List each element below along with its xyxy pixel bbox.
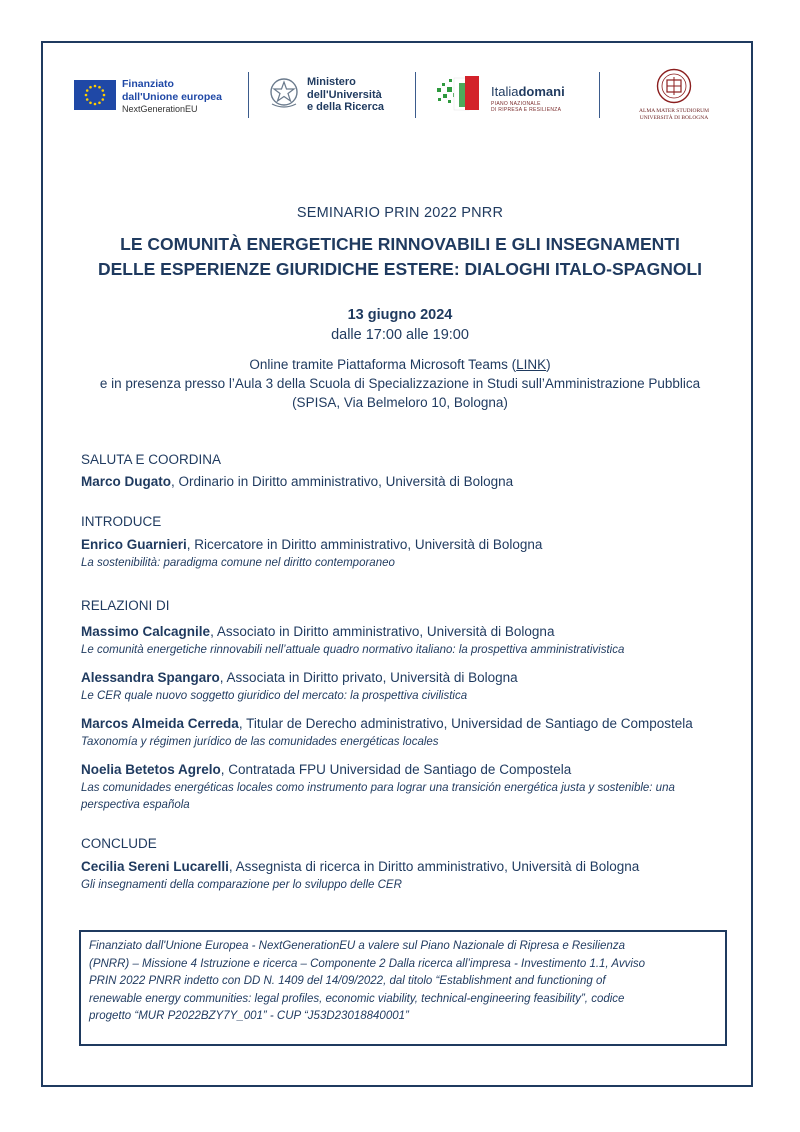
- event-title: [60, 232, 740, 282]
- event-title-line: DELLE ESPERIENZE GIURIDICHE ESTERE: DIALOGHI ITALO-SPAGNOLI: [97, 259, 703, 279]
- event-location: [60, 355, 740, 412]
- italiadomani-mark-icon: [435, 74, 487, 114]
- section-heading: CONCLUDE: [81, 836, 157, 851]
- mur-logo: [267, 70, 397, 122]
- eu-logo: [72, 70, 222, 122]
- event-time: dalle 17:00 alle 19:00: [331, 327, 469, 343]
- italiadomani-logo: [435, 70, 585, 122]
- mur-logo-text: Ministero dell'Università e della Ricerca: [307, 76, 385, 113]
- speaker-name: Enrico Guarnieri: [81, 537, 187, 552]
- teams-link[interactable]: LINK: [516, 357, 547, 372]
- talk-topic: Le CER quale nuovo soggetto giuridico del mercato: la prospettiva civilistica: [81, 690, 468, 702]
- unibo-logo: [639, 70, 709, 122]
- talk-topic: Las comunidades energéticas locales como instrumento para lograr una transición energética justa y sostenible: una perspectiva española: [81, 782, 675, 811]
- speaker-name: Marco Dugato: [81, 474, 172, 489]
- seminar-label: SEMINARIO PRIN 2022 PNRR: [296, 205, 504, 221]
- section-heading: SALUTA E COORDINA: [81, 452, 222, 467]
- speaker-name: Massimo Calcagnile: [81, 624, 211, 639]
- speaker-line: Cecilia Sereni Lucarelli, Assegnista di ricerca in Diritto amministrativo, Università di Bologna: [81, 859, 640, 874]
- speaker-line: Marcos Almeida Cerreda, Titular de Derecho administrativo, Universidad de Santiago de Compostela: [81, 716, 693, 731]
- funding-notice: [79, 930, 727, 1046]
- speaker-line: Noelia Betetos Agrelo, Contratada FPU Universidad de Santiago de Compostela: [81, 762, 572, 777]
- speaker-name: Noelia Betetos Agrelo: [81, 762, 221, 777]
- speaker-line: Enrico Guarnieri, Ricercatore in Diritto amministrativo, Università di Bologna: [81, 537, 543, 552]
- italiadomani-subtitle: PIANO NAZIONALE DI RIPRESA E RESILIENZA: [491, 101, 562, 113]
- event-title-line: LE COMUNITÀ ENERGETICHE RINNOVABILI E GLI INSEGNAMENTI: [120, 234, 680, 254]
- logo-divider: [248, 72, 249, 118]
- section-heading: RELAZIONI DI: [81, 598, 170, 613]
- section-heading: INTRODUCE: [81, 514, 162, 529]
- event-date: 13 giugno 2024: [347, 307, 453, 323]
- speaker-name: Cecilia Sereni Lucarelli: [81, 859, 229, 874]
- speaker-line: Marco Dugato, Ordinario in Diritto amministrativo, Università di Bologna: [81, 474, 514, 489]
- location-venue: e in presenza presso l’Aula 3 della Scuola di Specializzazione in Studi sull’Amministrazione Pubblica: [99, 376, 701, 391]
- unibo-seal-icon: [656, 68, 692, 104]
- speaker-name: Alessandra Spangaro: [81, 670, 220, 685]
- italian-emblem-icon: [269, 76, 299, 110]
- talk-topic: Gli insegnamenti della comparazione per lo sviluppo delle CER: [81, 879, 402, 891]
- logo-divider: [599, 72, 600, 118]
- speaker-name: Marcos Almeida Cerreda: [81, 716, 239, 731]
- talk-topic: Taxonomía y régimen jurídico de las comunidades energéticas locales: [81, 736, 439, 748]
- speaker-line: Alessandra Spangaro, Associata in Diritto privato, Università di Bologna: [81, 670, 518, 685]
- talk-topic: Le comunità energetiche rinnovabili nell’attuale quadro normativo italiano: la prospettiva amministrativistica: [81, 644, 625, 656]
- logos-bar: [72, 70, 712, 122]
- funding-text: Finanziato dall'Unione Europea - NextGenerationEU a valere sul Piano Nazionale di Ripresa e Resilienza (PNRR) – Missione 4 Istruzione e ricerca – Componente 2 Dalla ricerca all’impresa - Investimento 1.1, Avviso PRIN 2022 PNRR indetto con DD N. 1409 del 14/09/2022, dal titolo “Establishment and functioning of renewable energy communities: legal profiles, economic viability, technical-engineering feasibility”, codice progetto “MUR P2022BZY7Y_001” - CUP “J53D23018840001”: [89, 940, 646, 1022]
- logo-divider: [415, 72, 416, 118]
- unibo-logo-text: ALMA MATER STUDIORUM UNIVERSITÀ DI BOLOGNA: [639, 108, 709, 121]
- location-address: (SPISA, Via Belmeloro 10, Bologna): [292, 395, 508, 410]
- eu-flag-icon: [74, 80, 116, 110]
- italiadomani-wordmark: Italiadomani: [491, 84, 565, 99]
- talk-topic: La sostenibilità: paradigma comune nel diritto contemporaneo: [81, 557, 395, 569]
- location-online: Online tramite Piattaforma Microsoft Teams (LINK): [249, 357, 551, 372]
- speaker-line: Massimo Calcagnile, Associato in Diritto amministrativo, Università di Bologna: [81, 624, 555, 639]
- eu-logo-text: Finanziato dall'Unione europea NextGenerationEU: [122, 78, 222, 114]
